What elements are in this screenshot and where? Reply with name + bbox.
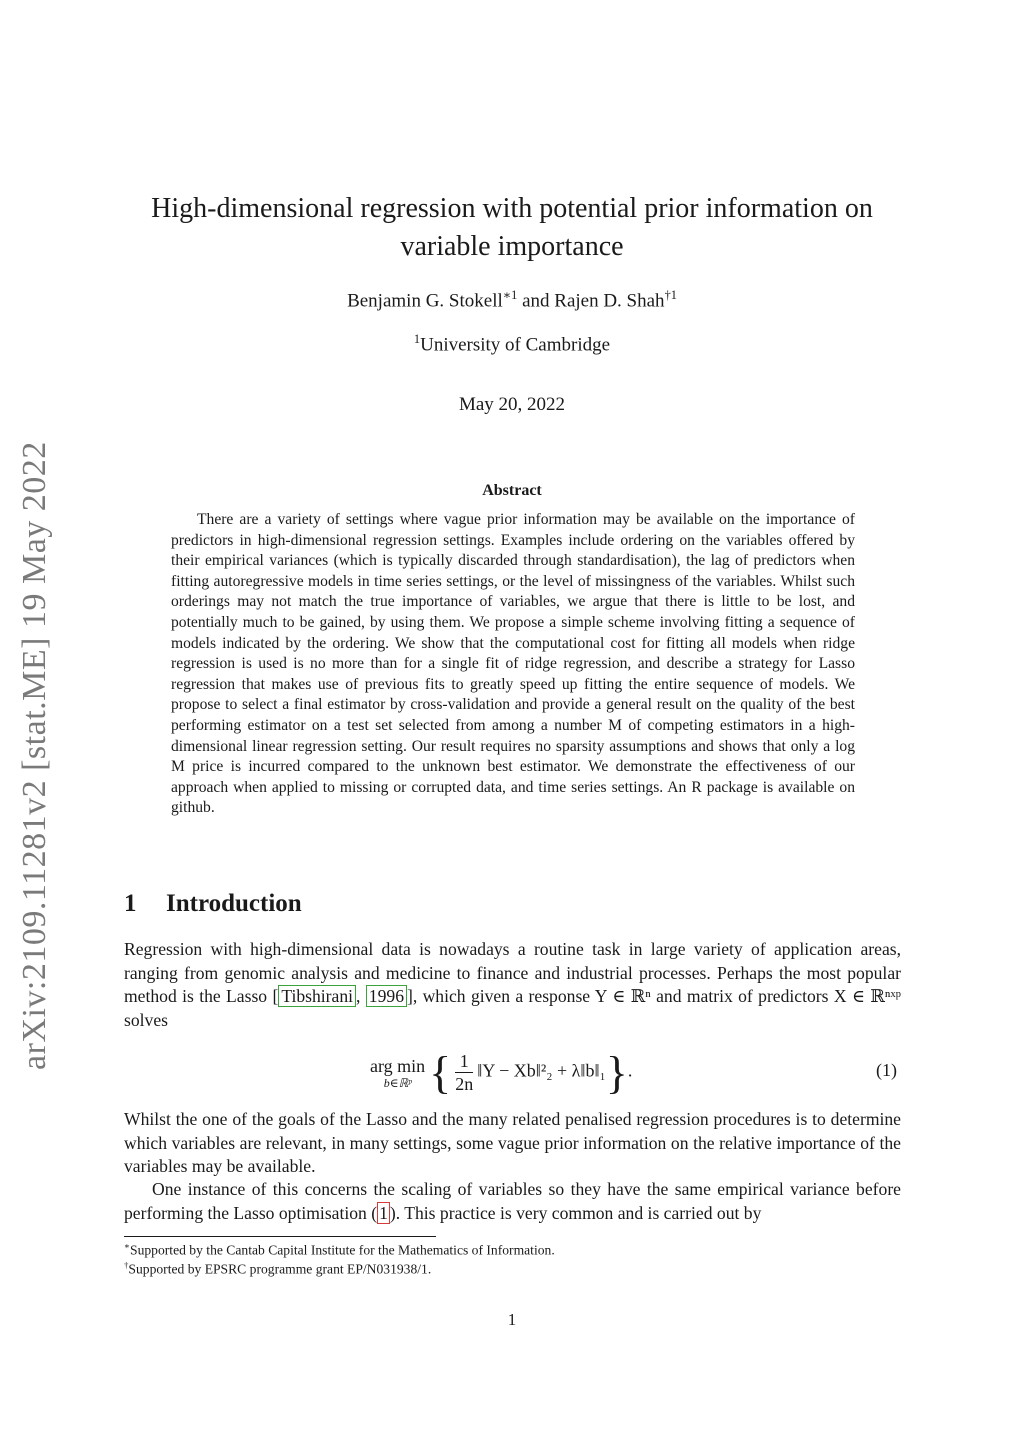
section-heading [124,890,302,918]
footnote-2: †Supported by EPSRC programme grant EP/N031938/1. [124,1260,432,1277]
abstract-text: There are a variety of settings where vague prior information may be available on the importance of predictors in high-dimensional regression settings. Examples include ordering on the variables offered by their empirical variances (which is typically discarded through standardisation), the lag of predictors when fitting autoregressive models in time series settings, or the level of missingness of the variables. Whilst such orderings may not match the true importance of variables, we argue that there is little to be lost, and potentially much to be gained, by using them. We propose a simple scheme involving fitting a sequence of models indicated by the ordering. We show that the computational cost for fitting all models when ridge regression is used is no more than for a single fit of ridge regression, and describe a strategy for Lasso regression that makes use of previous fits to greatly speed up fitting the entire sequence of models. We propose to select a final estimator by cross-validation and provide a general result on the quality of the best performing estimator on a test set selected from among a number M of competing estimators in a high-dimensional linear regression setting. Our result requires no sparsity assumptions and shows that only a log M price is incurred compared to the unknown best estimator. We demonstrate the effectiveness of our approach when applied to missing or corrupted data, and time series settings. An R package is available on github. [171,511,855,817]
intro-paragraph-3: One instance of this concerns the scaling of variables so they have the same empirical variance before performing the Lasso optimisation ( 1 ). This practice is very common and is carried out by [124,1179,901,1223]
author-1: Benjamin G. Stokell [347,290,503,312]
author-2: Rajen D. Shah [554,290,665,312]
abstract-heading: Abstract [482,482,542,499]
equation-number: (1) [876,1060,897,1080]
paper-date: May 20, 2022 [458,394,566,415]
affiliation [0,332,1024,356]
author-1-marks: ∗1 [502,288,518,302]
equation-ref-link[interactable]: 1 [379,1202,388,1223]
section-number: 1 [124,890,137,917]
equation-1: arg min b∈ℝᵖ { $\frac{1}{2n}$ ‖Y − Xb‖²₂ + λ‖b‖₁}. [370,1047,633,1098]
title-line-1: High-dimensional regression with potential prior information on [151,193,873,224]
intro-paragraph-1: Regression with high-dimensional data is nowadays a routine task in large variety of application areas, ranging from genomic analysis and medicine to finance and industrial processes. Perhaps the most popular method is the Lasso [ Tibshirani , 1996 ], which given a response Y ∈ ℝⁿ and matrix of predictors X ∈ ℝⁿˣᵖ solves [124,939,901,1030]
page-number: 1 [507,1310,517,1329]
authors [0,288,1024,312]
arxiv-identifier: arXiv:2109.11281v2 [stat.ME] 19 May 2022 [16,441,53,1070]
eq-body: ‖Y − Xb‖²₂ + λ‖b‖₁ [477,1060,606,1081]
title-line-2: variable importance [400,231,624,262]
author-2-marks: †1 [664,288,677,302]
citation-link[interactable]: Tibshirani [278,985,356,1007]
footnote-rule [124,1236,436,1237]
affiliation-name: University of Cambridge [420,334,611,356]
eq-argmin: arg min b∈ℝᵖ [370,1056,426,1090]
author-join: and [522,290,550,312]
citation-year-link[interactable]: 1996 [366,985,407,1007]
eq-fraction: $\frac{1}{2n}$ [455,1051,474,1094]
affiliation-mark: 1 [413,332,421,346]
intro-paragraph-2: Whilst the one of the goals of the Lasso and the many related penalised regression procedures is to determine which variables are relevant, in many settings, some vague prior information on the relative importance of the variables may be available. [124,1109,901,1176]
section-title: Introduction [166,890,302,917]
footnote-1: ∗Supported by the Cantab Capital Institute for the Mathematics of Information. [124,1241,555,1258]
paper-title [0,190,1024,266]
